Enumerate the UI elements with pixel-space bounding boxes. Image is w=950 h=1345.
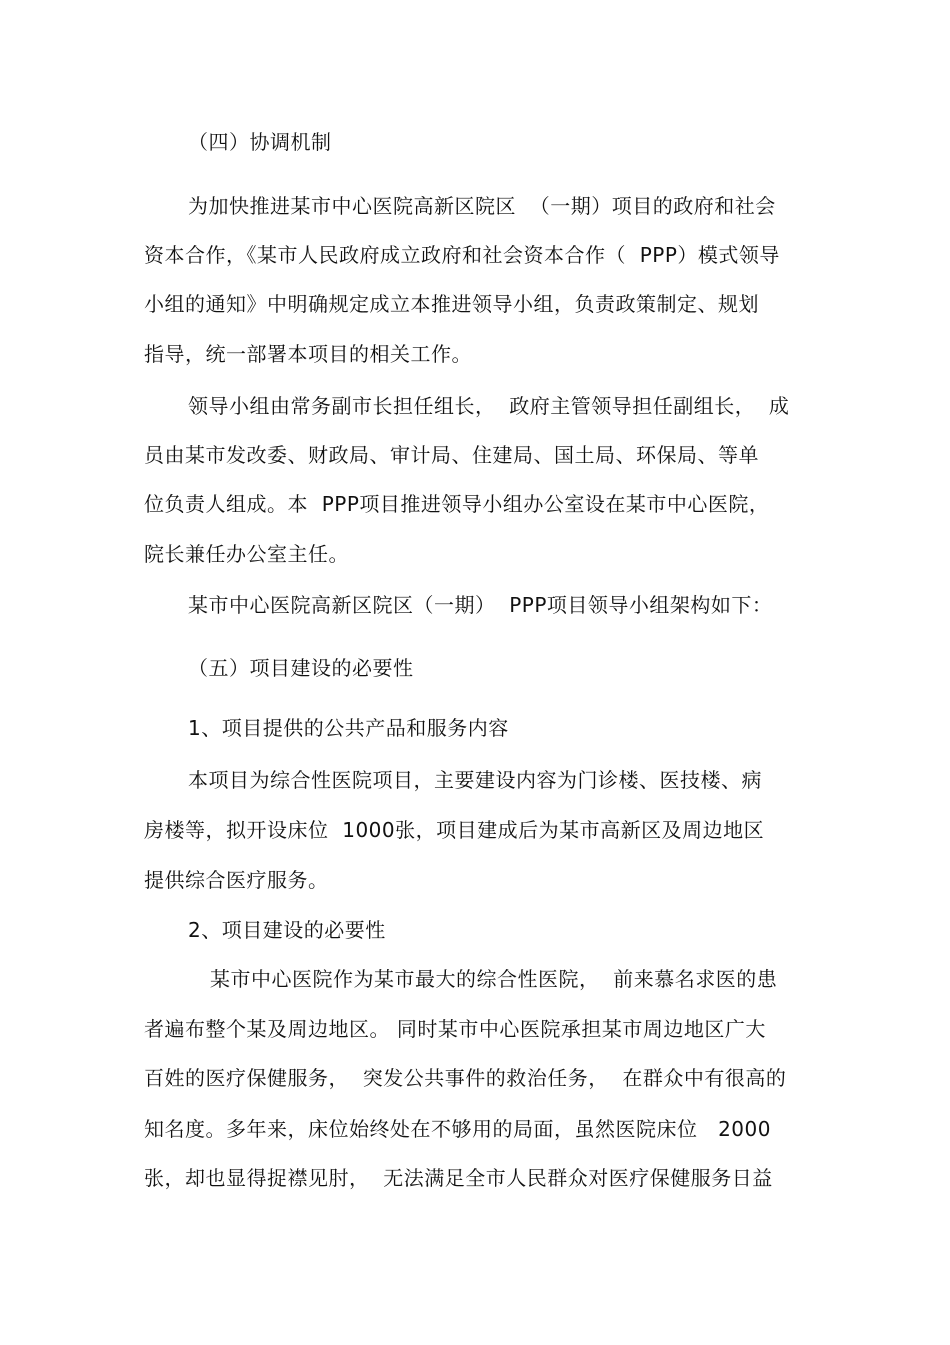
subheading-necessity: 2、项目建设的必要性: [188, 918, 386, 942]
section-heading-coordination: （四）协调机制: [188, 130, 332, 154]
paragraph-line: 领导小组由常务副市长担任组长， 政府主管领导担任副组长， 成: [188, 394, 790, 418]
paragraph-line: 房楼等，拟开设床位 1000张，项目建成后为某市高新区及周边地区: [144, 818, 765, 842]
paragraph-line: 知名度。多年来，床位始终处在不够用的局面，虽然医院床位 2000: [144, 1117, 771, 1141]
paragraph-line: 某市中心医院高新区院区（一期） PPP项目领导小组架构如下：: [188, 593, 773, 617]
paragraph-line: 张，却也显得捉襟见肘， 无法满足全市人民群众对医疗保健服务日益: [144, 1166, 773, 1190]
paragraph-line: 指导，统一部署本项目的相关工作。: [144, 342, 472, 366]
paragraph-line: 员由某市发改委、财政局、审计局、住建局、国土局、环保局、等单: [144, 443, 759, 467]
paragraph-line: 百姓的医疗保健服务， 突发公共事件的救治任务， 在群众中有很高的: [144, 1066, 787, 1090]
paragraph-line: 小组的通知》中明确规定成立本推进领导小组，负责政策制定、规划: [144, 292, 759, 316]
subheading-public-products: 1、项目提供的公共产品和服务内容: [188, 716, 509, 740]
paragraph-line: 资本合作，《某市人民政府成立政府和社会资本合作（ PPP）模式领导: [144, 243, 780, 267]
paragraph-line: 为加快推进某市中心医院高新区院区 （一期）项目的政府和社会: [188, 194, 776, 218]
section-heading-necessity: （五）项目建设的必要性: [188, 656, 414, 680]
paragraph-line: 者遍布整个某及周边地区。 同时某市中心医院承担某市周边地区广大: [144, 1017, 766, 1041]
paragraph-line: 位负责人组成。本 PPP项目推进领导小组办公室设在某市中心医院，: [144, 492, 770, 516]
paragraph-line: 提供综合医疗服务。: [144, 868, 329, 892]
paragraph-line: 某市中心医院作为某市最大的综合性医院， 前来慕名求医的患: [210, 967, 778, 991]
paragraph-line: 本项目为综合性医院项目，主要建设内容为门诊楼、医技楼、病: [188, 768, 762, 792]
paragraph-line: 院长兼任办公室主任。: [144, 542, 349, 566]
